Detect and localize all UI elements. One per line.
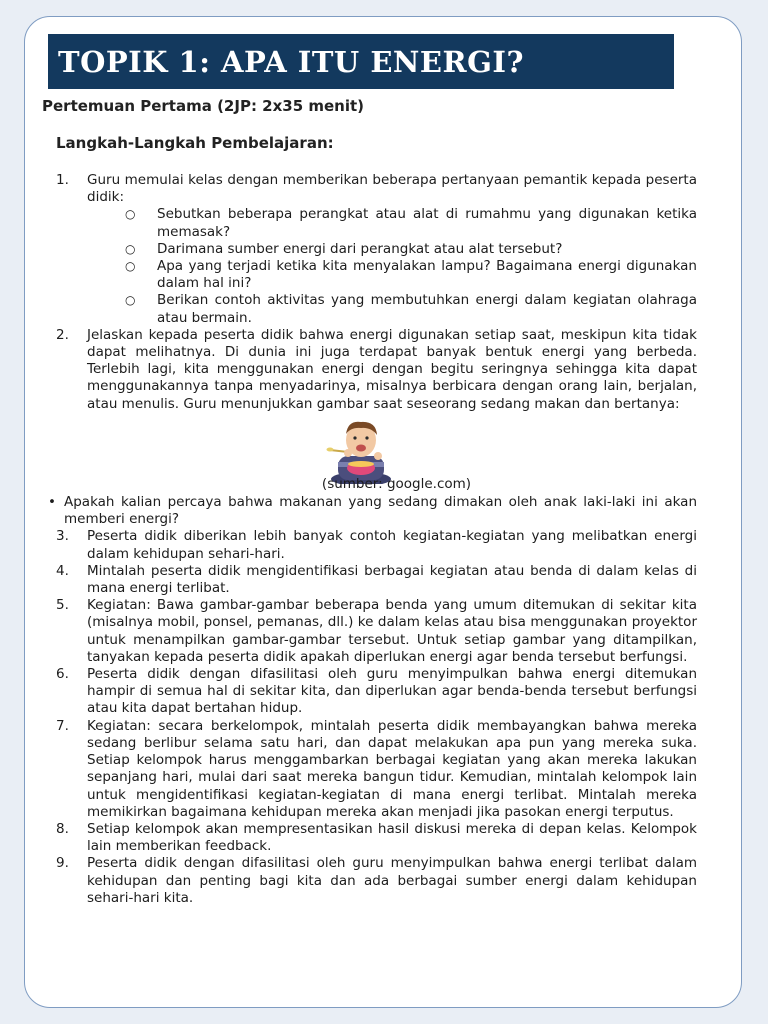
page-title: TOPIK 1: APA ITU ENERGI? [58,44,524,79]
steps-list [48,172,697,907]
title-banner [48,34,674,89]
step-item-3 [56,528,697,562]
step-item-2 [56,327,697,413]
step-item-7 [56,718,697,821]
sub-question [56,258,697,292]
boy-eating-image [326,418,396,484]
steps-heading: Langkah-Langkah Pembelajaran: [56,134,334,152]
step-text: Jelaskan kepada peserta didik bahwa energi digunakan setiap saat, meskipun kita tidak dapat melihatnya. Di dunia ini juga terdapat banyak bentuk energi yang berbeda. Terlebih lagi, kita menggunakan energi dengan begitu seringnya sehingga kita dapat menggunakannya tanpa menyadarinya, misalnya berbicara dengan orang lain, berjalan, atau menulis. Guru menunjukkan gambar saat seseorang sedang makan dan bertanya: [87,326,697,412]
step-number: 4. [56,562,69,579]
step-text: Kegiatan: Bawa gambar-gambar beberapa benda yang umum ditemukan di sekitar kita (misalnya mobil, ponsel, pemanas, dll.) ke dalam kelas atau bisa menggunakan proyektor untuk menampilkan gambar-gambar tersebut. Untuk setiap gambar yang ditampilkan, tanyakan kepada peserta didik apakah diperlukan energi agar benda tersebut berfungsi. [87,597,697,665]
circle-bullet-icon: ○ [125,293,136,308]
step-text: Guru memulai kelas dengan memberikan beberapa pertanyaan pemantik kepada peserta didik: [87,172,697,206]
step-text: Peserta didik dengan difasilitasi oleh guru menyimpulkan bahwa energi terlibat dalam kehidupan dan penting bagi kita dan ada berbagai sumber energi dalam kehidupan sehari-hari kita. [87,855,697,906]
step-number: 3. [56,528,69,545]
step-number: 2. [56,326,69,343]
step-text: Setiap kelompok akan mempresentasikan hasil diskusi mereka di depan kelas. Kelompok lain memberikan feedback. [87,820,697,855]
bullet-question [38,494,697,528]
step-item-6 [56,666,697,718]
step-text: Peserta didik diberikan lebih banyak contoh kegiatan-kegiatan yang melibatkan energi dalam kehidupan sehari-hari. [87,528,697,562]
step-number: 7. [56,717,69,734]
step-number: 9. [56,855,69,872]
circle-bullet-icon: ○ [125,207,136,222]
step-item-4 [56,563,697,597]
step-number: 6. [56,666,69,683]
figure [56,413,697,485]
step-number: 1. [56,172,69,188]
step-number: 5. [56,597,69,614]
bullet-question-text: Apakah kalian percaya bahwa makanan yang sedang dimakan oleh anak laki-laki ini akan memberi energi? [64,494,697,528]
sub-question-text: Berikan contoh aktivitas yang membutuhkan energi dalam kegiatan olahraga atau bermain. [157,292,697,326]
step-item-9 [56,855,697,907]
sub-question-text: Darimana sumber energi dari perangkat atau alat tersebut? [157,240,563,257]
circle-bullet-icon: ○ [125,241,136,256]
sub-question [56,241,697,258]
step-item-5 [56,597,697,666]
step-item-1 [56,172,697,206]
sub-question [56,292,697,326]
bullet-icon: • [48,494,56,511]
sub-question-text: Apa yang terjadi ketika kita menyalakan lampu? Bagaimana energi digunakan dalam hal ini? [157,258,697,292]
meeting-info: Pertemuan Pertama (2JP: 2x35 menit) [42,97,365,115]
sub-question [56,206,697,240]
step-text: Kegiatan: secara berkelompok, mintalah peserta didik membayangkan bahwa mereka sedang berlibur selama satu hari, dan dapat melakukan apa pun yang mereka suka. Setiap kelompok harus menggambarkan berbagai kegiatan yang akan mereka lakukan sepanjang hari, mulai dari saat mereka bangun tidur. Kemudian, mintalah kelompok lain untuk mengidentifikasi kegiatan-kegiatan di mana energi terlibat. Mintalah mereka memikirkan bagaimana kehidupan mereka akan menjadi jika pasokan energi terputus. [87,717,697,820]
step-text: Peserta didik dengan difasilitasi oleh guru menyimpulkan bahwa energi ditemukan hampir di semua hal di sekitar kita, dan diperlukan agar benda-benda tersebut berfungsi atau kita dapat bertahan hidup. [87,666,697,717]
step-item-8 [56,821,697,855]
step-text: Mintalah peserta didik mengidentifikasi berbagai kegiatan atau benda di dalam kelas di mana energi terlibat. [87,562,697,597]
sub-question-text: Sebutkan beberapa perangkat atau alat di rumahmu yang digunakan ketika memasak? [157,206,697,240]
circle-bullet-icon: ○ [125,259,136,274]
step-number: 8. [56,820,69,837]
image-caption: (sumber: google.com) [321,475,472,492]
